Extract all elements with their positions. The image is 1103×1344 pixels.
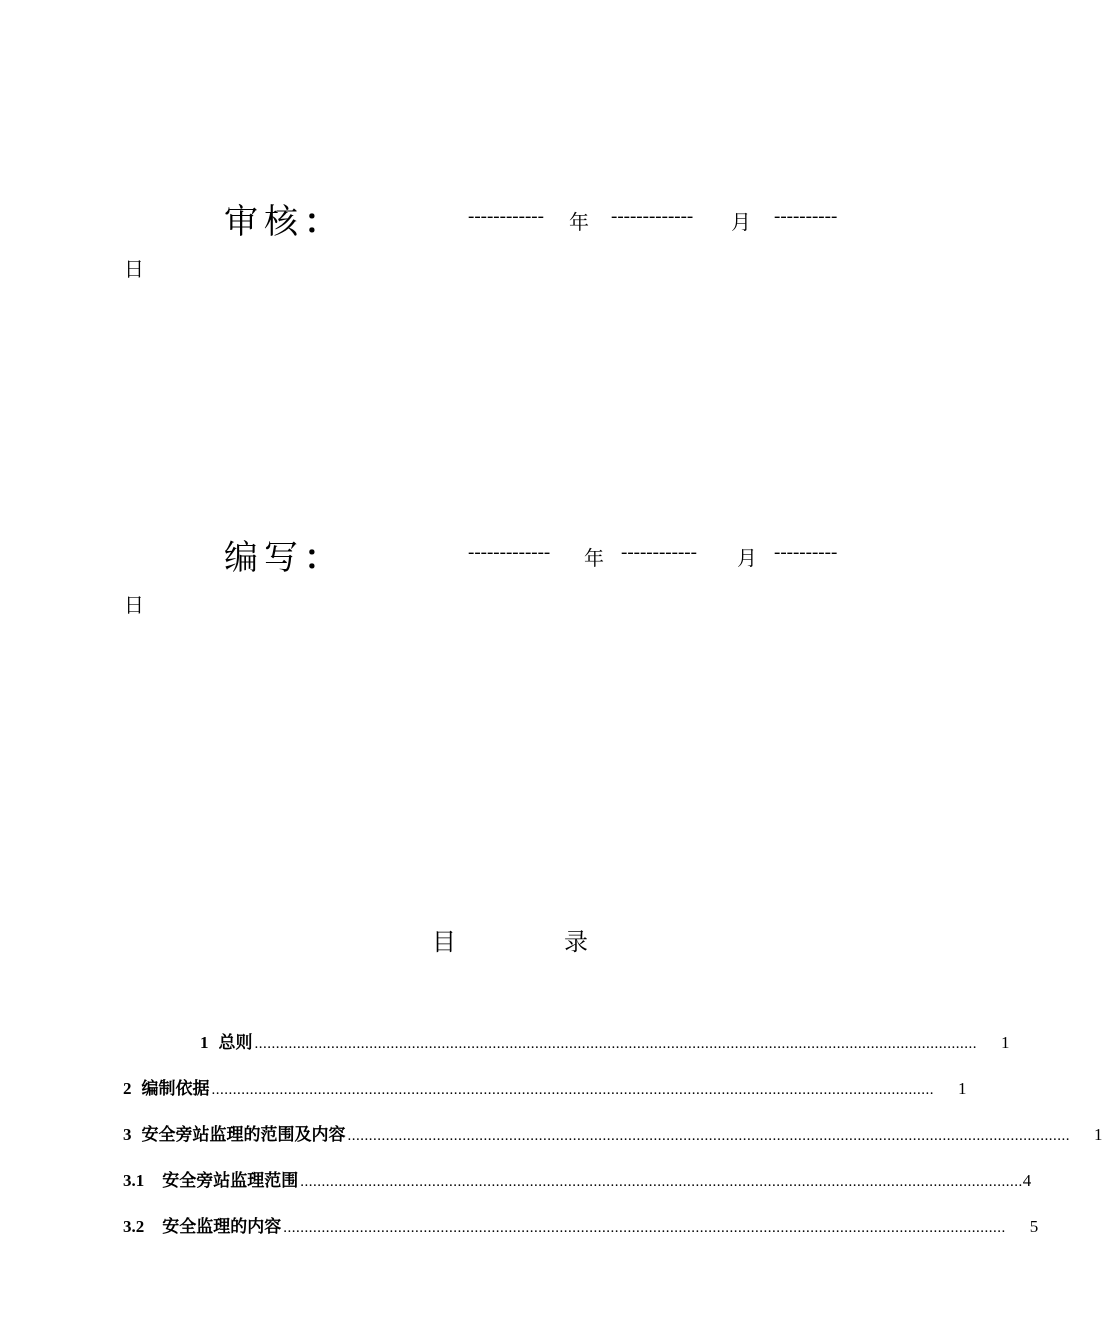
- toc-entry-number: 3.1: [123, 1171, 145, 1190]
- toc-entry-1[interactable]: [200, 1028, 1010, 1053]
- toc-entry-page: 1: [1001, 1033, 1010, 1052]
- author-day-label: 日: [124, 593, 144, 617]
- review-label: 审核：: [224, 202, 344, 242]
- toc-entry-title: 总则: [218, 1033, 253, 1053]
- author-month-label: 月: [737, 546, 757, 570]
- toc-entry-page: 4: [1022, 1171, 1032, 1190]
- toc-entry-title: 安全旁站监理范围: [162, 1171, 299, 1191]
- toc-leader-dots: ..........................................................................................................................................................................: [254, 1036, 977, 1052]
- author-year-label: 年: [584, 546, 604, 570]
- review-year-label: 年: [569, 210, 589, 234]
- toc-title-right: 录: [564, 928, 588, 956]
- toc-entry-2[interactable]: [123, 1074, 967, 1099]
- toc-entry-page: 1: [958, 1079, 967, 1098]
- review-day-label: 日: [124, 257, 144, 281]
- toc-leader-dots: ..........................................................................................................................................................................: [211, 1082, 934, 1098]
- toc-entry-number: 2: [123, 1079, 132, 1098]
- toc-entry-page: 1: [1094, 1125, 1103, 1144]
- toc-leader-dots: ..........................................................................................................................................................................: [283, 1220, 1006, 1236]
- review-day-blank: ----------: [774, 206, 838, 227]
- toc-entry-number: 3.2: [123, 1217, 145, 1236]
- toc-entry-number: 1: [200, 1033, 209, 1052]
- review-month-blank: -------------: [611, 206, 694, 227]
- author-year-blank: -------------: [468, 542, 551, 563]
- toc-entry-number: 3: [123, 1125, 132, 1144]
- author-day-blank: ----------: [774, 542, 838, 563]
- toc-entry-title: 编制依据: [141, 1079, 210, 1099]
- author-month-blank: ------------: [621, 542, 697, 563]
- review-year-blank: ------------: [468, 206, 544, 227]
- toc-entry-3[interactable]: [123, 1120, 1103, 1145]
- review-month-label: 月: [731, 210, 751, 234]
- toc-title-left: 目: [432, 928, 456, 956]
- toc-entry-title: 安全监理的内容: [162, 1217, 282, 1237]
- toc-leader-dots: ..........................................................................................................................................................................: [300, 1174, 1023, 1190]
- toc-entry-3-2[interactable]: [123, 1212, 1039, 1237]
- toc-entry-3-1[interactable]: [123, 1166, 1032, 1191]
- author-label: 编写：: [224, 538, 344, 578]
- toc-leader-dots: ..........................................................................................................................................................................: [347, 1128, 1070, 1144]
- toc-entry-page: 5: [1029, 1217, 1039, 1236]
- toc-entry-title: 安全旁站监理的范围及内容: [141, 1125, 346, 1145]
